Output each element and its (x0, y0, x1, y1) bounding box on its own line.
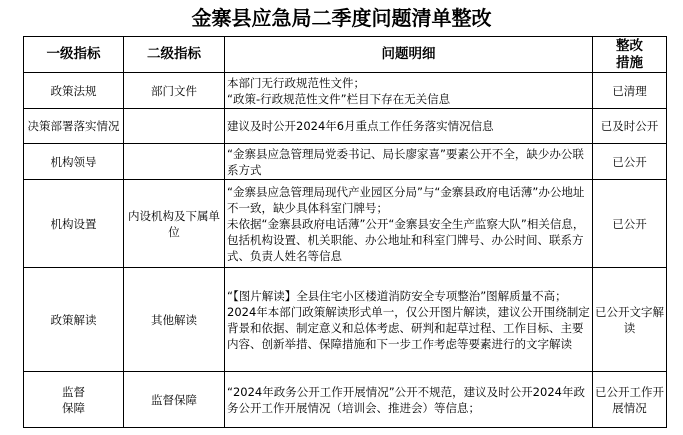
table-row (24, 144, 667, 180)
header-level1: 一级指标 (24, 37, 124, 73)
detail-line: “金寨县应急管理局现代产业园区分局”与“金寨县政府电话薄”办公地址不一致，缺少具体科室门牌号； (227, 184, 585, 215)
row-level2: 内设机构及下属单位 (124, 180, 225, 268)
detail-line: “政策-行政规范性文件”栏目下存在无关信息 (227, 91, 451, 106)
row-level1-text: 监督保障 (62, 384, 85, 415)
row-action: 已公开 (593, 180, 667, 268)
row-details (225, 268, 593, 372)
row-level2 (124, 144, 225, 180)
row-details (225, 372, 593, 428)
row-details (225, 73, 593, 109)
row-action: 已及时公开 (593, 109, 667, 144)
header-action (593, 37, 667, 73)
detail-line: 建议及时公开2024年6月重点工作任务落实情况信息 (227, 119, 494, 133)
row-level1: 政策法规 (24, 73, 124, 109)
row-level2: 监督保障 (124, 372, 225, 428)
header-level2: 二级指标 (124, 37, 225, 73)
row-details (225, 144, 593, 180)
row-action: 已清理 (593, 73, 667, 109)
detail-line: “【图片解读】全县住宅小区楼道消防安全专项整治”图解质量不高； (227, 288, 567, 303)
row-level1: 机构领导 (24, 144, 124, 180)
row-details (225, 109, 593, 144)
row-action: 已公开 (593, 144, 667, 180)
table-row (24, 268, 667, 372)
row-action: 已公开工作开展情况 (593, 372, 667, 428)
table-row (24, 372, 667, 428)
issue-table (23, 36, 667, 428)
row-level1: 机构设置 (24, 180, 124, 268)
row-level1: 决策部署落实情况 (24, 109, 124, 144)
row-details (225, 180, 593, 268)
detail-line: 未依据“金寨县政府电话薄”公开“金寨县安全生产监察大队”相关信息，包括机构设置、机关职能、办公地址和科室门牌号、办公时间、联系方式、负责人姓名等信息 (227, 216, 585, 263)
row-level2: 部门文件 (124, 73, 225, 109)
row-level1 (24, 372, 124, 428)
header-details: 问题明细 (225, 37, 593, 73)
document-title: 金寨县应急局二季度问题清单整改 (191, 6, 492, 30)
detail-line: “金寨县应急管理局党委书记、局长廖家喜”要素公开不全，缺少办公联系方式 (227, 146, 584, 177)
header-action-text: 整改措施 (616, 37, 643, 71)
detail-line: 2024年本部门政策解读形式单一，仅公开图片解读，建议公开围绕制定背景和依据、制定意义和总体考虑、研判和起草过程、工作目标、主要内容、创新举措、保障措施和下一步工作考虑等要素进行的文字解读 (227, 304, 590, 351)
table-row (24, 109, 667, 144)
detail-line: “2024年政务公开工作开展情况”公开不规范，建议及时公开2024年政务公开工作开展情况（培训会、推进会）等信息； (227, 384, 585, 415)
detail-line: 本部门无行政规范性文件； (227, 75, 365, 90)
row-level2 (124, 109, 225, 144)
row-level1: 政策解读 (24, 268, 124, 372)
row-action: 已公开文字解读 (593, 268, 667, 372)
table-row (24, 180, 667, 268)
row-level2: 其他解读 (124, 268, 225, 372)
table-header-row (24, 37, 667, 73)
table-row (24, 73, 667, 109)
